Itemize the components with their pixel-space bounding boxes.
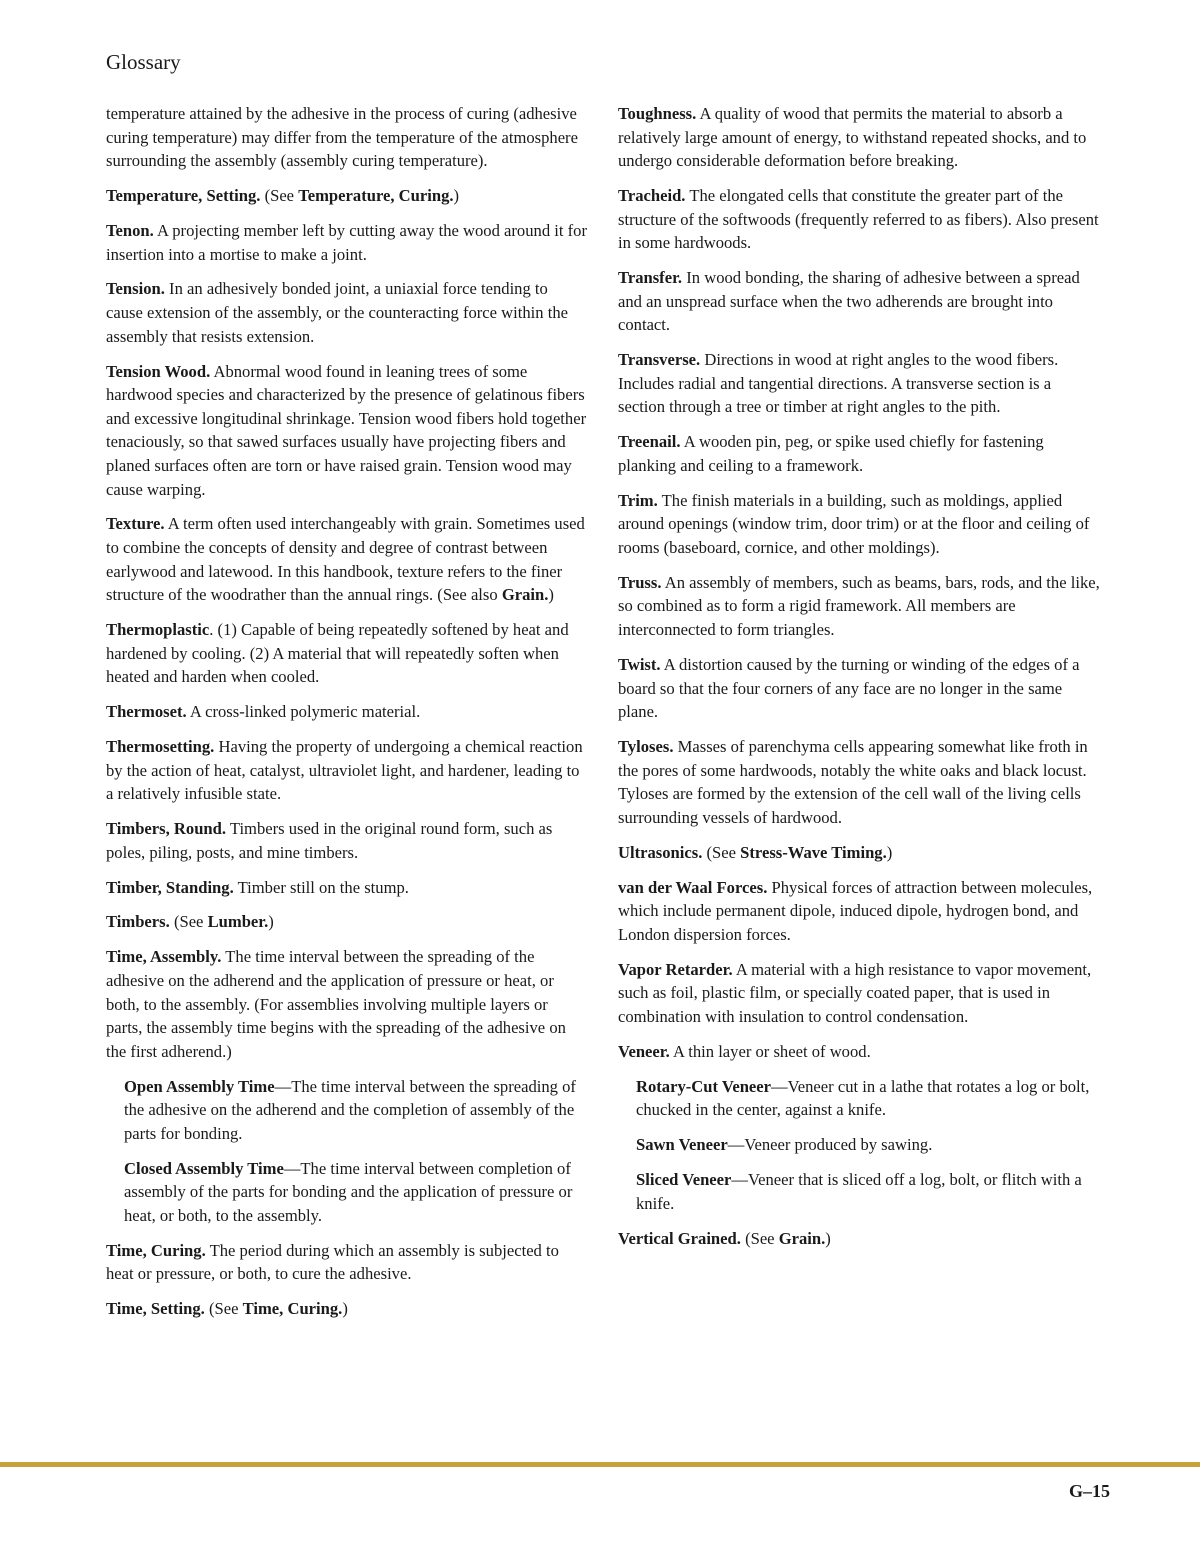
glossary-entry	[618, 1040, 1100, 1064]
glossary-entry	[618, 430, 1100, 477]
glossary-entry	[618, 735, 1100, 829]
glossary-subentry	[618, 1168, 1100, 1215]
entry-definition: (See	[264, 186, 299, 206]
glossary-column-right	[618, 102, 1100, 1261]
entry-definition: A distortion caused by the turning or winding of the edges of a board so that the four corners of any face are no longer in the same plane.	[618, 654, 1080, 722]
entry-term: Sawn Veneer	[636, 1135, 728, 1155]
entry-term: Veneer.	[618, 1041, 670, 1061]
entry-definition: A cross-linked polymeric material.	[189, 702, 421, 722]
footer-rule	[0, 1462, 1200, 1467]
entry-definition: —The time interval between the spreading of the adhesive on the adherend and the completion of assembly of the parts for bonding.	[124, 1076, 576, 1143]
glossary-entry	[618, 653, 1100, 724]
glossary-subentry	[618, 1133, 1100, 1157]
entry-definition: —Veneer cut in a lathe that rotates a log or bolt, chucked in the center, against a knife.	[636, 1076, 1090, 1120]
cross-reference: Temperature, Curing.	[298, 186, 454, 206]
glossary-entry	[106, 102, 588, 173]
entry-term: Tracheid.	[618, 186, 686, 206]
glossary-entry	[618, 876, 1100, 947]
entry-definition: (See	[745, 1228, 779, 1248]
glossary-entry	[106, 1239, 588, 1286]
entry-definition: The time interval between the spreading of the adhesive on the adherend and the application of pressure or heat, or both, to the assembly. (For assemblies involving multiple layers or parts, the assembly time begins with the spreading of the adhesive on the first adherend.)	[106, 947, 566, 1061]
glossary-entry	[106, 817, 588, 864]
entry-definition: The finish materials in a building, such as moldings, applied around openings (window trim, door trim) or at the floor and ceiling of rooms (baseboard, cornice, and other moldings).	[618, 490, 1090, 557]
entry-definition: An assembly of members, such as beams, bars, rods, and the like, so combined as to form a rigid framework. All members are interconnected to form triangles.	[618, 572, 1100, 640]
entry-term: Timbers, Round.	[106, 819, 227, 839]
entry-term: Thermoset.	[106, 702, 187, 722]
glossary-entry	[618, 348, 1100, 419]
glossary-entry	[618, 958, 1100, 1029]
entry-definition: A projecting member left by cutting away the wood around it for insertion into a mortise to make a joint.	[106, 220, 587, 264]
entry-term: Temperature, Setting.	[106, 186, 261, 206]
entry-definition: A quality of wood that permits the material to absorb a relatively large amount of energy, to withstand repeated shocks, and to undergo considerable deformation before breaking.	[618, 104, 1087, 171]
entry-definition: A material with a high resistance to vapor movement, such as foil, plastic film, or specially coated paper, that is used in combination with insulation to control condensation.	[618, 959, 1092, 1026]
cross-reference: Stress-Wave Timing.	[740, 842, 887, 862]
entry-term: Tension.	[106, 279, 165, 299]
entry-term: Timbers.	[106, 912, 170, 932]
entry-definition: A term often used interchangeably with grain. Sometimes used to combine the concepts of density and degree of contrast between earlywood and latewood. In this handbook, texture refers to the finer structure of the woodrather than the annual rings. (See also	[106, 514, 585, 605]
entry-term: Truss.	[618, 572, 662, 592]
glossary-entry	[106, 618, 588, 689]
entry-term: Tension Wood.	[106, 361, 211, 381]
entry-definition: Abnormal wood found in leaning trees of some hardwood species and characterized by the presence of gelatinous fibers and excessive longitudinal shrinkage. Tension wood fibers hold together tenaciously, so that sawed surfaces usually have projecting fibers and planed surfaces often are torn or have raised grain. Tension wood may cause warping.	[106, 361, 587, 499]
glossary-entry	[618, 266, 1100, 337]
entry-continuation-text: temperature attained by the adhesive in the process of curing (adhesive curing temperature) may differ from the temperature of the atmosphere surrounding the assembly (assembly curing temperature).	[106, 104, 578, 171]
cross-reference: Lumber.	[207, 912, 269, 932]
entry-term: Tenon.	[106, 220, 154, 240]
entry-term: Transfer.	[618, 268, 683, 288]
entry-tail: )	[453, 186, 460, 206]
entry-term: Twist.	[618, 654, 661, 674]
entry-term: Rotary-Cut Veneer	[636, 1076, 772, 1096]
glossary-entry	[106, 184, 588, 208]
cross-reference: Grain.	[501, 585, 549, 605]
entry-definition: —The time interval between completion of assembly of the parts for bonding and the application of pressure or heat, or both, to the assembly.	[124, 1158, 573, 1225]
entry-term: Texture.	[106, 514, 165, 534]
glossary-subentry	[106, 1157, 588, 1228]
glossary-entry	[618, 489, 1100, 560]
entry-term: Transverse.	[618, 350, 701, 370]
glossary-entry	[618, 1227, 1100, 1251]
glossary-subentry	[618, 1075, 1100, 1122]
entry-term: Timber, Standing.	[106, 877, 234, 897]
glossary-entry	[618, 841, 1100, 865]
page-header-title: Glossary	[106, 50, 181, 74]
glossary-entry	[106, 1297, 588, 1321]
cross-reference: Time, Curing.	[242, 1299, 343, 1319]
cross-reference: Grain.	[778, 1228, 826, 1248]
glossary-entry	[106, 945, 588, 1063]
glossary-entry	[618, 184, 1100, 255]
glossary-entry	[106, 735, 588, 806]
glossary-entry	[618, 571, 1100, 642]
glossary-entry	[618, 102, 1100, 173]
entry-term: Tyloses.	[618, 737, 674, 757]
entry-definition: In an adhesively bonded joint, a uniaxial force tending to cause extension of the assembly, or the counteracting force within the assembly that resists extension.	[106, 279, 569, 346]
glossary-subentry	[106, 1075, 588, 1146]
entry-tail: )	[886, 842, 893, 862]
glossary-entry	[106, 277, 588, 348]
entry-tail: )	[825, 1228, 831, 1248]
entry-definition: (See	[208, 1299, 243, 1319]
glossary-entry	[106, 512, 588, 606]
entry-definition: The period during which an assembly is subjected to heat or pressure, or both, to cure the adhesive.	[106, 1240, 559, 1284]
entry-term: Time, Assembly.	[106, 947, 222, 967]
entry-definition: (See	[173, 912, 208, 932]
entry-term: Vapor Retarder.	[618, 959, 733, 979]
entry-term: Toughness.	[618, 104, 697, 123]
glossary-column-left	[106, 102, 588, 1332]
entry-term: Thermosetting.	[106, 737, 215, 757]
entry-term: Time, Setting.	[106, 1299, 205, 1319]
entry-definition: Directions in wood at right angles to the wood fibers. Includes radial and tangential directions. A transverse section is a section through a tree or timber at right angles to the pith.	[618, 350, 1059, 417]
entry-term: van der Waal Forces.	[618, 877, 768, 897]
entry-definition: In wood bonding, the sharing of adhesive between a spread and an unspread surface when the two adherends are brought into contact.	[618, 268, 1080, 335]
entry-definition: The elongated cells that constitute the greater part of the structure of the softwoods (frequently referred to as fibers). Also present in some hardwoods.	[618, 186, 1099, 253]
entry-term: Vertical Grained.	[618, 1228, 741, 1248]
glossary-entry	[106, 219, 588, 266]
entry-definition: Timbers used in the original round form, such as poles, piling, posts, and mine timbers.	[106, 819, 553, 862]
entry-definition: A wooden pin, peg, or spike used chiefly for fastening planking and ceiling to a framework.	[618, 432, 1044, 475]
entry-term: Time, Curing.	[106, 1240, 206, 1260]
entry-tail: )	[268, 912, 274, 932]
entry-tail: )	[548, 585, 554, 605]
entry-term: Thermoplastic	[106, 620, 210, 640]
entry-term: Sliced Veneer	[636, 1170, 732, 1190]
entry-definition: A thin layer or sheet of wood.	[673, 1041, 871, 1061]
entry-definition: Timber still on the stump.	[237, 877, 409, 897]
glossary-entry	[106, 910, 588, 934]
entry-definition: (See	[706, 842, 741, 862]
entry-definition: Having the property of undergoing a chemical reaction by the action of heat, catalyst, ultraviolet light, and hardener, leading to a relatively infusible state.	[106, 737, 583, 804]
entry-term: Open Assembly Time	[124, 1076, 275, 1096]
entry-tail: )	[342, 1299, 348, 1319]
entry-term: Trim.	[618, 490, 658, 510]
glossary-entry	[106, 700, 588, 724]
entry-term: Closed Assembly Time	[124, 1158, 284, 1178]
page-number: G–15	[1068, 1481, 1110, 1501]
entry-term: Ultrasonics.	[618, 842, 703, 862]
glossary-entry	[106, 876, 588, 900]
glossary-entry	[106, 360, 588, 502]
entry-definition: Physical forces of attraction between molecules, which include permanent dipole, induced dipole, hydrogen bond, and London dispersion forces.	[618, 877, 1093, 944]
entry-definition: —Veneer produced by sawing.	[727, 1135, 933, 1155]
entry-definition: Masses of parenchyma cells appearing somewhat like froth in the pores of some hardwoods, notably the white oaks and black locust. Tyloses are formed by the extension of the cell wall of the living cells surrounding vessels of hardwood.	[618, 737, 1088, 827]
entry-term: Treenail.	[618, 432, 681, 452]
entry-definition: —Veneer that is sliced off a log, bolt, or flitch with a knife.	[636, 1170, 1082, 1213]
entry-definition: . (1) Capable of being repeatedly softened by heat and hardened by cooling. (2) A material that will repeatedly soften when heated and harden when cooled.	[106, 620, 569, 687]
